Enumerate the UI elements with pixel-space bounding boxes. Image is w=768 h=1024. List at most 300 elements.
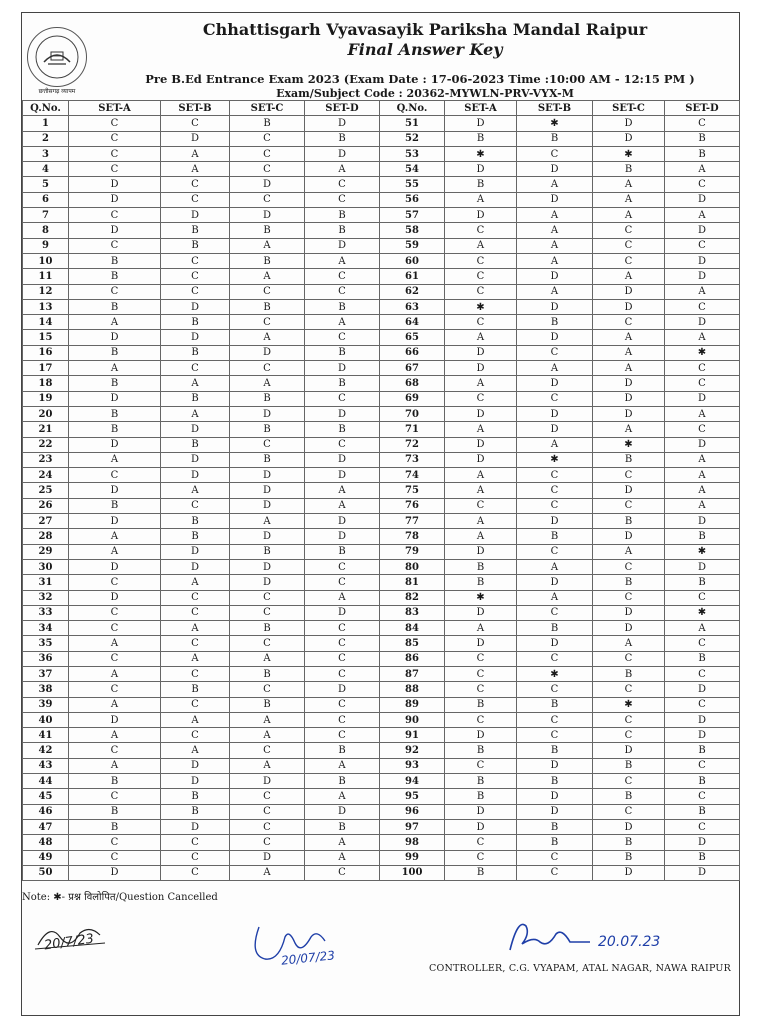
answer-cell: C [517, 483, 593, 498]
question-number-cell: 12 [23, 284, 69, 299]
question-number-cell: 66 [380, 345, 445, 360]
answer-cell: D [305, 682, 380, 697]
answer-cell: B [69, 299, 161, 314]
answer-cell: B [230, 422, 305, 437]
answer-cell: D [161, 208, 230, 223]
question-number-cell: 5 [23, 177, 69, 192]
column-header: SET-D [305, 101, 380, 116]
answer-cell: A [69, 361, 161, 376]
answer-cell: D [517, 789, 593, 804]
answer-cell: B [69, 253, 161, 268]
answer-cell: C [230, 315, 305, 330]
answer-cell: C [161, 835, 230, 850]
answer-cell: A [161, 162, 230, 177]
answer-cell: D [517, 376, 593, 391]
answer-cell: B [69, 498, 161, 513]
table-row [23, 330, 740, 345]
answer-cell: D [593, 865, 665, 880]
answer-cell: B [445, 743, 517, 758]
answer-cell: D [230, 774, 305, 789]
table-row [23, 483, 740, 498]
question-number-cell: 9 [23, 238, 69, 253]
answer-cell: D [305, 146, 380, 161]
answer-cell: D [69, 177, 161, 192]
question-number-cell: 67 [380, 361, 445, 376]
answer-cell: ✱ [445, 590, 517, 605]
answer-cell: B [445, 789, 517, 804]
answer-cell: D [305, 361, 380, 376]
answer-cell: D [445, 361, 517, 376]
answer-cell: A [445, 468, 517, 483]
question-number-cell: 91 [380, 728, 445, 743]
answer-cell: C [305, 651, 380, 666]
answer-cell: C [230, 605, 305, 620]
question-number-cell: 57 [380, 208, 445, 223]
column-header: SET-C [593, 101, 665, 116]
answer-cell: C [161, 269, 230, 284]
answer-cell: C [593, 223, 665, 238]
answer-cell: C [230, 162, 305, 177]
answer-cell: B [230, 253, 305, 268]
answer-cell: C [593, 238, 665, 253]
question-number-cell: 82 [380, 590, 445, 605]
table-row [23, 223, 740, 238]
answer-cell: D [517, 299, 593, 314]
cancelled-question-note: Note: ✱- प्रश्न विलोपित/Question Cancelled [22, 892, 218, 903]
table-row [23, 238, 740, 253]
table-row [23, 819, 740, 834]
question-number-cell: 80 [380, 559, 445, 574]
answer-cell: A [445, 422, 517, 437]
answer-cell: A [69, 758, 161, 773]
answer-cell: D [69, 865, 161, 880]
signature-middle-date: 20/07/23 [280, 948, 336, 968]
answer-cell: D [665, 437, 740, 452]
answer-cell: A [305, 498, 380, 513]
question-number-cell: 11 [23, 269, 69, 284]
answer-cell: B [593, 758, 665, 773]
answer-cell: A [517, 223, 593, 238]
question-number-cell: 29 [23, 544, 69, 559]
answer-cell: C [305, 330, 380, 345]
answer-cell: D [69, 330, 161, 345]
answer-cell: D [665, 192, 740, 207]
question-number-cell: 97 [380, 819, 445, 834]
answer-cell: D [593, 529, 665, 544]
answer-cell: ✱ [665, 605, 740, 620]
answer-cell: B [517, 835, 593, 850]
answer-cell: C [445, 315, 517, 330]
answer-cell: B [593, 666, 665, 681]
answer-cell: C [517, 712, 593, 727]
answer-cell: B [305, 743, 380, 758]
answer-cell: A [69, 697, 161, 712]
answer-cell: B [517, 131, 593, 146]
answer-cell: A [305, 789, 380, 804]
answer-cell: B [230, 697, 305, 712]
answer-cell: B [161, 437, 230, 452]
answer-cell: B [230, 544, 305, 559]
answer-cell: B [161, 514, 230, 529]
answer-cell: A [305, 253, 380, 268]
answer-cell: D [517, 192, 593, 207]
question-number-cell: 85 [380, 636, 445, 651]
answer-cell: D [69, 483, 161, 498]
answer-cell: C [445, 758, 517, 773]
answer-cell: B [665, 575, 740, 590]
answer-cell: C [69, 850, 161, 865]
answer-cell: D [161, 819, 230, 834]
answer-cell: B [665, 131, 740, 146]
logo-caption: छत्तीसगढ़ व्यापम [38, 88, 76, 95]
answer-cell: B [161, 315, 230, 330]
answer-cell: C [593, 315, 665, 330]
answer-cell: D [230, 345, 305, 360]
answer-cell: D [230, 483, 305, 498]
answer-cell: A [230, 712, 305, 727]
answer-cell: A [305, 315, 380, 330]
answer-cell: D [517, 269, 593, 284]
answer-cell: C [665, 819, 740, 834]
answer-cell: A [69, 636, 161, 651]
answer-cell: A [445, 192, 517, 207]
answer-cell: D [665, 391, 740, 406]
question-number-cell: 46 [23, 804, 69, 819]
question-number-cell: 61 [380, 269, 445, 284]
answer-cell: D [665, 728, 740, 743]
question-number-cell: 56 [380, 192, 445, 207]
answer-cell: D [593, 406, 665, 421]
answer-cell: D [517, 406, 593, 421]
column-header: SET-A [445, 101, 517, 116]
answer-cell: B [161, 238, 230, 253]
signature-controller [500, 912, 661, 961]
answer-cell: A [665, 498, 740, 513]
question-number-cell: 88 [380, 682, 445, 697]
question-number-cell: 99 [380, 850, 445, 865]
table-row [23, 835, 740, 850]
answer-cell: A [161, 651, 230, 666]
answer-cell: B [445, 774, 517, 789]
table-row [23, 253, 740, 268]
question-number-cell: 19 [23, 391, 69, 406]
table-row [23, 131, 740, 146]
question-number-cell: 45 [23, 789, 69, 804]
question-number-cell: 86 [380, 651, 445, 666]
answer-cell: D [445, 406, 517, 421]
question-number-cell: 14 [23, 315, 69, 330]
answer-cell: C [161, 605, 230, 620]
column-header: SET-B [517, 101, 593, 116]
question-number-cell: 17 [23, 361, 69, 376]
answer-cell: D [230, 575, 305, 590]
question-number-cell: 55 [380, 177, 445, 192]
answer-cell: C [305, 575, 380, 590]
answer-cell: C [593, 468, 665, 483]
answer-cell: C [69, 238, 161, 253]
answer-cell: D [665, 269, 740, 284]
answer-cell: D [305, 514, 380, 529]
answer-cell: A [593, 269, 665, 284]
answer-cell: A [230, 514, 305, 529]
answer-cell: D [445, 544, 517, 559]
question-number-cell: 31 [23, 575, 69, 590]
answer-cell: C [161, 666, 230, 681]
answer-cell: B [161, 789, 230, 804]
answer-cell: B [517, 315, 593, 330]
question-number-cell: 8 [23, 223, 69, 238]
answer-cell: A [305, 162, 380, 177]
question-number-cell: 79 [380, 544, 445, 559]
answer-cell: A [69, 452, 161, 467]
answer-cell: A [69, 529, 161, 544]
answer-cell: C [665, 789, 740, 804]
answer-cell: C [161, 284, 230, 299]
question-number-cell: 2 [23, 131, 69, 146]
answer-cell: A [161, 743, 230, 758]
answer-cell: D [161, 544, 230, 559]
answer-cell: C [230, 819, 305, 834]
answer-cell: C [161, 253, 230, 268]
answer-cell: A [445, 376, 517, 391]
answer-cell: C [230, 131, 305, 146]
answer-cell: A [517, 590, 593, 605]
answer-cell: B [665, 146, 740, 161]
question-number-cell: 32 [23, 590, 69, 605]
answer-cell: C [445, 269, 517, 284]
answer-cell: B [445, 559, 517, 574]
answer-cell: A [69, 315, 161, 330]
question-number-cell: 52 [380, 131, 445, 146]
column-header: Q.No. [380, 101, 445, 116]
question-number-cell: 27 [23, 514, 69, 529]
answer-cell: C [305, 269, 380, 284]
table-row [23, 177, 740, 192]
answer-cell: A [230, 865, 305, 880]
question-number-cell: 15 [23, 330, 69, 345]
signature-controller-date: 20.07.23 [598, 934, 661, 950]
answer-cell: D [445, 437, 517, 452]
answer-cell: A [665, 162, 740, 177]
question-number-cell: 93 [380, 758, 445, 773]
answer-cell: D [161, 559, 230, 574]
answer-cell: B [305, 819, 380, 834]
question-number-cell: 77 [380, 514, 445, 529]
column-header: SET-C [230, 101, 305, 116]
question-number-cell: 62 [380, 284, 445, 299]
table-row [23, 774, 740, 789]
answer-cell: D [517, 804, 593, 819]
answer-cell: A [445, 238, 517, 253]
answer-cell: D [305, 605, 380, 620]
answer-cell: B [305, 223, 380, 238]
answer-cell: D [305, 452, 380, 467]
answer-cell: B [665, 529, 740, 544]
question-number-cell: 84 [380, 621, 445, 636]
answer-cell: D [517, 330, 593, 345]
answer-cell: D [445, 452, 517, 467]
answer-cell: D [305, 116, 380, 131]
answer-cell: C [69, 131, 161, 146]
answer-cell: B [230, 299, 305, 314]
answer-cell: C [305, 437, 380, 452]
question-number-cell: 1 [23, 116, 69, 131]
question-number-cell: 22 [23, 437, 69, 452]
answer-cell: A [593, 177, 665, 192]
answer-cell: D [593, 605, 665, 620]
answer-cell: B [665, 774, 740, 789]
answer-cell: D [161, 758, 230, 773]
answer-cell: C [445, 253, 517, 268]
table-row [23, 865, 740, 880]
table-row [23, 345, 740, 360]
answer-cell: B [305, 774, 380, 789]
answer-cell: C [445, 712, 517, 727]
table-row [23, 758, 740, 773]
answer-cell: C [69, 835, 161, 850]
answer-cell: B [665, 850, 740, 865]
answer-cell: A [445, 483, 517, 498]
answer-cell: D [445, 208, 517, 223]
answer-cell: C [305, 728, 380, 743]
answer-cell: D [517, 636, 593, 651]
answer-cell: A [161, 146, 230, 161]
answer-cell: A [230, 330, 305, 345]
table-row [23, 422, 740, 437]
answer-cell: D [161, 131, 230, 146]
answer-cell: A [517, 238, 593, 253]
answer-cell: C [161, 498, 230, 513]
answer-cell: D [665, 682, 740, 697]
answer-cell: D [665, 865, 740, 880]
table-row [23, 850, 740, 865]
answer-cell: A [230, 728, 305, 743]
table-row [23, 697, 740, 712]
answer-cell: C [230, 146, 305, 161]
answer-cell: C [517, 146, 593, 161]
question-number-cell: 28 [23, 529, 69, 544]
answer-cell: B [230, 621, 305, 636]
answer-cell: C [593, 774, 665, 789]
answer-cell: A [230, 269, 305, 284]
answer-cell: C [230, 743, 305, 758]
answer-cell: B [517, 697, 593, 712]
table-row [23, 269, 740, 284]
table-row [23, 498, 740, 513]
answer-cell: D [665, 315, 740, 330]
signature-middle [245, 915, 355, 979]
question-number-cell: 54 [380, 162, 445, 177]
question-number-cell: 42 [23, 743, 69, 758]
answer-cell: D [69, 590, 161, 605]
answer-cell: D [230, 850, 305, 865]
answer-cell: C [69, 208, 161, 223]
answer-cell: A [230, 758, 305, 773]
answer-cell: B [69, 406, 161, 421]
question-number-cell: 95 [380, 789, 445, 804]
answer-cell: C [517, 682, 593, 697]
answer-cell: C [517, 468, 593, 483]
answer-cell: C [665, 422, 740, 437]
table-row [23, 437, 740, 452]
answer-cell: A [161, 575, 230, 590]
answer-cell: C [593, 804, 665, 819]
answer-cell: A [305, 850, 380, 865]
answer-cell: B [517, 621, 593, 636]
answer-cell: C [665, 666, 740, 681]
answer-cell: D [593, 376, 665, 391]
answer-cell: C [305, 666, 380, 681]
answer-cell: C [665, 376, 740, 391]
answer-cell: C [305, 712, 380, 727]
answer-cell: C [69, 605, 161, 620]
question-number-cell: 81 [380, 575, 445, 590]
answer-cell: C [665, 590, 740, 605]
answer-cell: A [161, 621, 230, 636]
answer-cell: B [593, 789, 665, 804]
answer-cell: C [230, 590, 305, 605]
table-row [23, 544, 740, 559]
answer-cell: D [305, 529, 380, 544]
question-number-cell: 51 [380, 116, 445, 131]
answer-cell: D [161, 452, 230, 467]
answer-cell: B [305, 345, 380, 360]
question-number-cell: 21 [23, 422, 69, 437]
answer-cell: C [445, 223, 517, 238]
answer-cell: ✱ [665, 544, 740, 559]
answer-cell: C [161, 850, 230, 865]
answer-cell: D [305, 468, 380, 483]
answer-cell: D [69, 712, 161, 727]
answer-key-body [23, 116, 740, 881]
answer-cell: B [161, 804, 230, 819]
table-row [23, 666, 740, 681]
table-row [23, 376, 740, 391]
question-number-cell: 53 [380, 146, 445, 161]
answer-cell: B [161, 529, 230, 544]
table-row [23, 605, 740, 620]
answer-cell: C [161, 636, 230, 651]
question-number-cell: 30 [23, 559, 69, 574]
answer-cell: D [230, 177, 305, 192]
answer-cell: D [593, 116, 665, 131]
answer-cell: D [161, 330, 230, 345]
answer-cell: A [445, 514, 517, 529]
answer-cell: B [230, 116, 305, 131]
answer-cell: A [517, 208, 593, 223]
question-number-cell: 40 [23, 712, 69, 727]
answer-cell: D [445, 345, 517, 360]
answer-cell: D [665, 559, 740, 574]
question-number-cell: 72 [380, 437, 445, 452]
answer-cell: A [593, 544, 665, 559]
table-row [23, 284, 740, 299]
question-number-cell: 83 [380, 605, 445, 620]
table-row [23, 162, 740, 177]
answer-cell: D [445, 804, 517, 819]
table-row [23, 621, 740, 636]
answer-cell: B [69, 269, 161, 284]
answer-cell: C [69, 468, 161, 483]
answer-cell: C [305, 697, 380, 712]
question-number-cell: 34 [23, 621, 69, 636]
question-number-cell: 74 [380, 468, 445, 483]
answer-cell: C [593, 728, 665, 743]
answer-cell: C [161, 697, 230, 712]
question-number-cell: 20 [23, 406, 69, 421]
answer-cell: C [517, 651, 593, 666]
answer-cell: D [593, 743, 665, 758]
